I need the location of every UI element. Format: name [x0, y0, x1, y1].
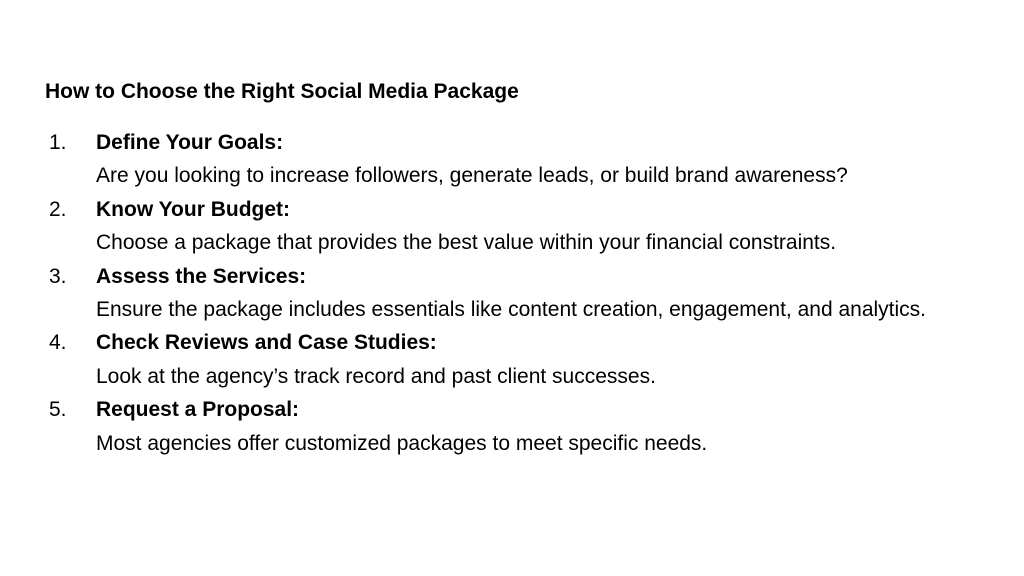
step-description: Ensure the package includes essentials like content creation, engagement, and analytics.	[96, 298, 927, 322]
step-description: Are you looking to increase followers, generate leads, or build brand awareness?	[96, 164, 848, 188]
step-number: 3.	[49, 264, 67, 288]
step-number: 4.	[49, 331, 67, 355]
step-item-assess-services	[0, 260, 1024, 327]
step-heading: Check Reviews and Case Studies:	[96, 331, 437, 355]
steps-list	[0, 126, 1024, 460]
step-heading: Know Your Budget:	[96, 197, 291, 221]
slide-title: How to Choose the Right Social Media Package	[45, 80, 519, 103]
step-item-request-proposal	[0, 393, 1024, 460]
step-description: Most agencies offer customized packages to meet specific needs.	[96, 431, 708, 455]
step-heading: Request a Proposal:	[96, 398, 300, 422]
step-item-check-reviews	[0, 326, 1024, 393]
step-heading: Assess the Services:	[96, 264, 307, 288]
step-item-define-goals	[0, 126, 1024, 193]
step-number: 5.	[49, 398, 67, 422]
step-number: 1.	[49, 131, 67, 154]
step-heading: Define Your Goals:	[96, 131, 284, 154]
step-description: Choose a package that provides the best value within your financial constraints.	[96, 231, 837, 255]
step-description: Look at the agency’s track record and past client successes.	[96, 364, 656, 388]
step-number: 2.	[49, 197, 67, 221]
step-item-know-budget	[0, 193, 1024, 260]
